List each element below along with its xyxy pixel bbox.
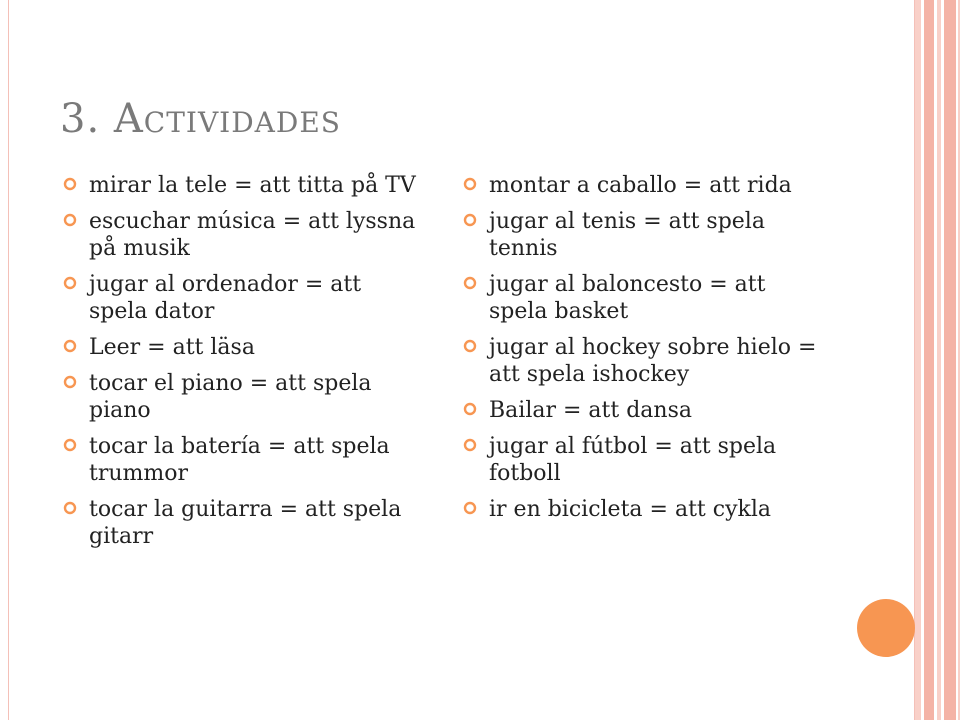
list-item-text: escuchar música = att lyssna på musik bbox=[89, 209, 416, 261]
list-item bbox=[460, 397, 820, 424]
list-item bbox=[460, 496, 820, 523]
stripe bbox=[915, 0, 921, 720]
open-circle-bullet-icon bbox=[463, 438, 477, 452]
title-rest: ctividades bbox=[143, 96, 341, 142]
list-item bbox=[60, 433, 420, 487]
open-circle-bullet-icon bbox=[63, 501, 77, 515]
open-circle-bullet-icon bbox=[63, 375, 77, 389]
list-item bbox=[60, 271, 420, 325]
list-item bbox=[60, 370, 420, 424]
slide-title bbox=[60, 96, 341, 142]
list-item-text: jugar al baloncesto = att spela basket bbox=[489, 272, 766, 324]
list-item-text: jugar al tenis = att spela tennis bbox=[489, 209, 765, 261]
list-item-text: jugar al fútbol = att spela fotboll bbox=[489, 434, 777, 486]
open-circle-bullet-icon bbox=[463, 501, 477, 515]
title-initial: A bbox=[113, 96, 144, 142]
open-circle-bullet-icon bbox=[63, 213, 77, 227]
list-item-text: jugar al ordenador = att spela dator bbox=[89, 272, 362, 324]
list-item bbox=[60, 334, 420, 361]
open-circle-bullet-icon bbox=[463, 213, 477, 227]
list-item bbox=[460, 172, 820, 199]
open-circle-bullet-icon bbox=[463, 276, 477, 290]
open-circle-bullet-icon bbox=[63, 276, 77, 290]
open-circle-bullet-icon bbox=[63, 438, 77, 452]
list-item-text: ir en bicicleta = att cykla bbox=[489, 497, 771, 522]
list-item bbox=[460, 271, 820, 325]
right-bullet-list bbox=[460, 172, 820, 523]
list-item-text: mirar la tele = att titta på TV bbox=[89, 173, 416, 198]
open-circle-bullet-icon bbox=[463, 177, 477, 191]
stripe bbox=[937, 0, 941, 720]
list-item bbox=[460, 433, 820, 487]
left-column bbox=[60, 172, 420, 559]
list-item bbox=[460, 208, 820, 262]
list-item-text: montar a caballo = att rida bbox=[489, 173, 792, 198]
stripe bbox=[944, 0, 956, 720]
decorative-stripes bbox=[915, 0, 960, 720]
list-item-text: tocar la batería = att spela trummor bbox=[89, 434, 390, 486]
right-column bbox=[460, 172, 820, 532]
open-circle-bullet-icon bbox=[463, 339, 477, 353]
orange-circle-decoration bbox=[857, 599, 915, 657]
left-bullet-list bbox=[60, 172, 420, 550]
stripe bbox=[924, 0, 934, 720]
list-item bbox=[60, 172, 420, 199]
list-item bbox=[460, 334, 820, 388]
list-item bbox=[60, 496, 420, 550]
list-item bbox=[60, 208, 420, 262]
list-item-text: tocar el piano = att spela piano bbox=[89, 371, 372, 423]
title-prefix: 3. bbox=[60, 96, 114, 142]
list-item-text: tocar la guitarra = att spela gitarr bbox=[89, 497, 402, 549]
list-item-text: Bailar = att dansa bbox=[489, 398, 692, 423]
list-item-text: Leer = att läsa bbox=[89, 335, 255, 360]
open-circle-bullet-icon bbox=[63, 177, 77, 191]
list-item-text: jugar al hockey sobre hielo = att spela ishockey bbox=[489, 335, 817, 387]
open-circle-bullet-icon bbox=[63, 339, 77, 353]
open-circle-bullet-icon bbox=[463, 402, 477, 416]
